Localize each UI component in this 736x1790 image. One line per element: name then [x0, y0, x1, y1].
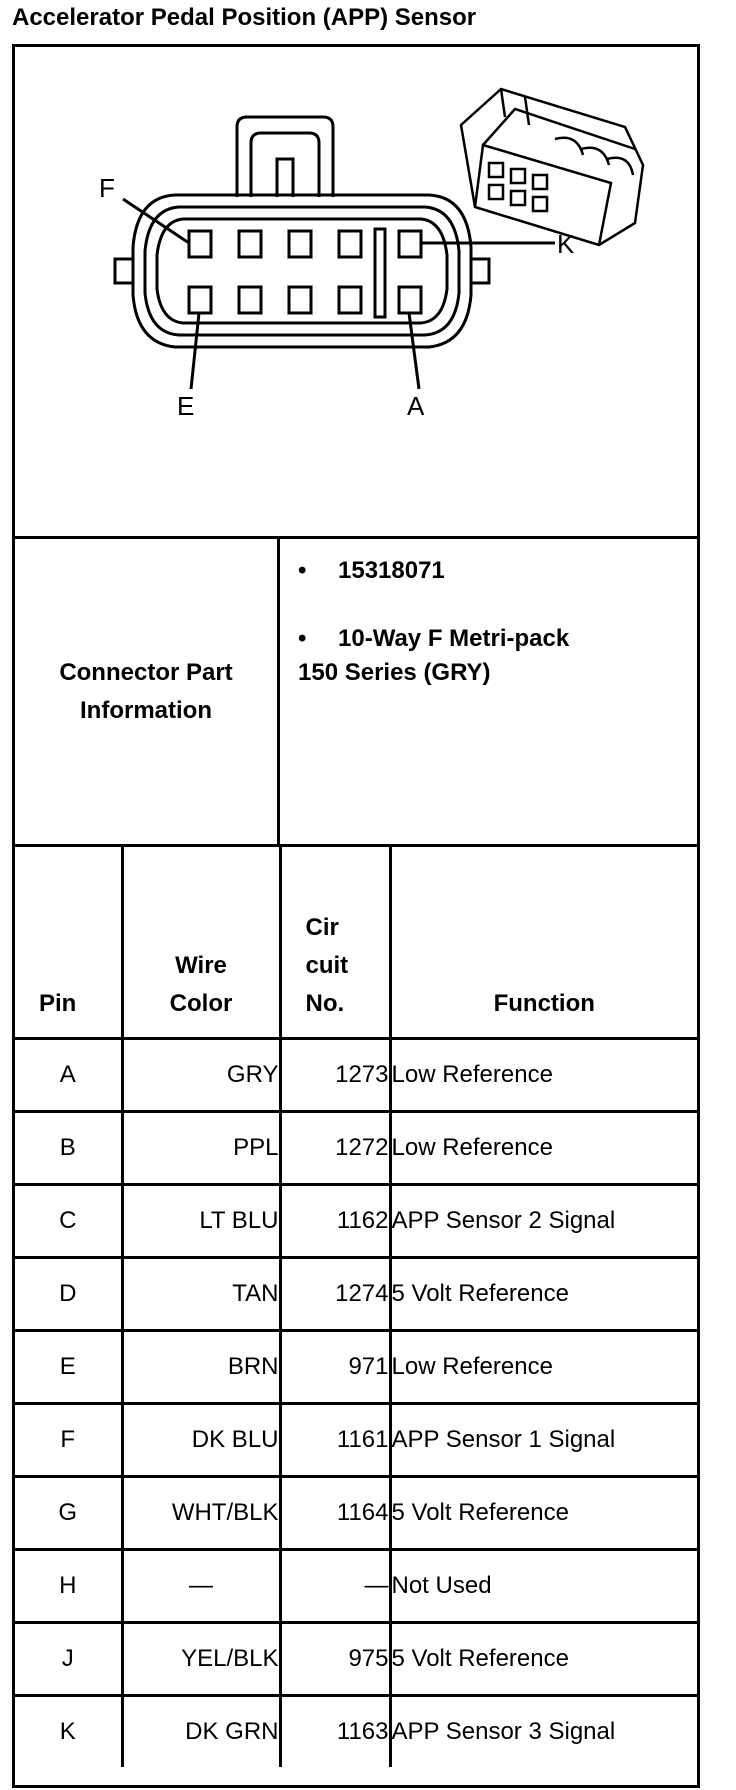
right-ear	[471, 259, 489, 283]
cell-pin: B	[15, 1112, 122, 1185]
cell-circuit: 1274	[280, 1258, 390, 1331]
connector-info-label: Connector Part Information	[15, 539, 280, 844]
header-wire-color: Wire Color	[122, 847, 280, 1039]
cell-wire-color: —	[122, 1550, 280, 1623]
cell-wire-color: DK BLU	[122, 1404, 280, 1477]
pinout-table	[15, 847, 697, 1767]
table-row	[15, 1696, 697, 1768]
pin-label-k: K	[557, 229, 575, 259]
cell-function: Low Reference	[390, 1331, 697, 1404]
cell-wire-color: DK GRN	[122, 1696, 280, 1768]
cavity-d	[239, 287, 261, 313]
table-row	[15, 1623, 697, 1696]
left-ear	[115, 259, 133, 283]
cell-function: 5 Volt Reference	[390, 1477, 697, 1550]
cavity-h	[289, 231, 311, 257]
cavity-j	[339, 231, 361, 257]
cell-pin: C	[15, 1185, 122, 1258]
cell-function: 5 Volt Reference	[390, 1258, 697, 1331]
table-row	[15, 1039, 697, 1112]
table-row	[15, 1404, 697, 1477]
housing-mid	[145, 207, 459, 335]
cell-function: APP Sensor 3 Signal	[390, 1696, 697, 1768]
cell-wire-color: WHT/BLK	[122, 1477, 280, 1550]
header-pin: Pin	[15, 847, 122, 1039]
page-title: Accelerator Pedal Position (APP) Sensor	[12, 4, 477, 31]
cell-circuit: 1162	[280, 1185, 390, 1258]
cavity-k	[399, 231, 421, 257]
description-line-2: 150 Series (GRY)	[298, 659, 491, 686]
cell-pin: G	[15, 1477, 122, 1550]
cell-function: APP Sensor 2 Signal	[390, 1185, 697, 1258]
header-circuit-no: Cir cuit No.	[280, 847, 390, 1039]
cell-wire-color: TAN	[122, 1258, 280, 1331]
cell-wire-color: GRY	[122, 1039, 280, 1112]
connector-info-row	[15, 539, 697, 847]
cell-function: Low Reference	[390, 1039, 697, 1112]
connector-info-values	[280, 539, 697, 844]
cell-pin: F	[15, 1404, 122, 1477]
connector-sheet	[12, 44, 700, 1788]
table-row	[15, 1258, 697, 1331]
table-row	[15, 1550, 697, 1623]
cell-pin: K	[15, 1696, 122, 1768]
cell-circuit: 975	[280, 1623, 390, 1696]
part-number: 15318071	[338, 557, 445, 584]
table-row	[15, 1331, 697, 1404]
cell-pin: J	[15, 1623, 122, 1696]
cavity-b	[339, 287, 361, 313]
cell-pin: A	[15, 1039, 122, 1112]
cell-pin: E	[15, 1331, 122, 1404]
pin-label-e: E	[177, 391, 195, 421]
table-row	[15, 1112, 697, 1185]
connector-diagram	[15, 47, 697, 539]
cell-circuit: 1164	[280, 1477, 390, 1550]
table-row	[15, 1185, 697, 1258]
cavity-f	[189, 231, 211, 257]
description-line-1: • 10-Way F Metri-pack	[298, 625, 570, 652]
cell-function: Low Reference	[390, 1112, 697, 1185]
cell-circuit: 1272	[280, 1112, 390, 1185]
cell-wire-color: BRN	[122, 1331, 280, 1404]
cell-pin: H	[15, 1550, 122, 1623]
connector-drawing	[15, 47, 697, 536]
pin-label-a: A	[407, 391, 425, 421]
pinout-header-row	[15, 847, 697, 1039]
cell-circuit: 1161	[280, 1404, 390, 1477]
cell-function: Not Used	[390, 1550, 697, 1623]
pin-label-f: F	[99, 173, 115, 203]
cell-wire-color: LT BLU	[122, 1185, 280, 1258]
cavity-e	[189, 287, 211, 313]
cavity-a	[399, 287, 421, 313]
part-number-line: • 15318071	[298, 557, 445, 584]
cavity-c	[289, 287, 311, 313]
cavity-g	[239, 231, 261, 257]
cell-circuit: 1163	[280, 1696, 390, 1768]
cell-function: APP Sensor 1 Signal	[390, 1404, 697, 1477]
cell-circuit: 971	[280, 1331, 390, 1404]
cell-wire-color: YEL/BLK	[122, 1623, 280, 1696]
cell-wire-color: PPL	[122, 1112, 280, 1185]
cell-pin: D	[15, 1258, 122, 1331]
cell-function: 5 Volt Reference	[390, 1623, 697, 1696]
latch-inner	[251, 133, 319, 197]
table-row	[15, 1477, 697, 1550]
cell-circuit: 1273	[280, 1039, 390, 1112]
polarizing-key	[375, 229, 385, 317]
cell-circuit: —	[280, 1550, 390, 1623]
latch-tab	[277, 159, 293, 197]
housing-inner	[157, 219, 447, 323]
header-function: Function	[390, 847, 697, 1039]
connector-isometric	[461, 89, 643, 245]
